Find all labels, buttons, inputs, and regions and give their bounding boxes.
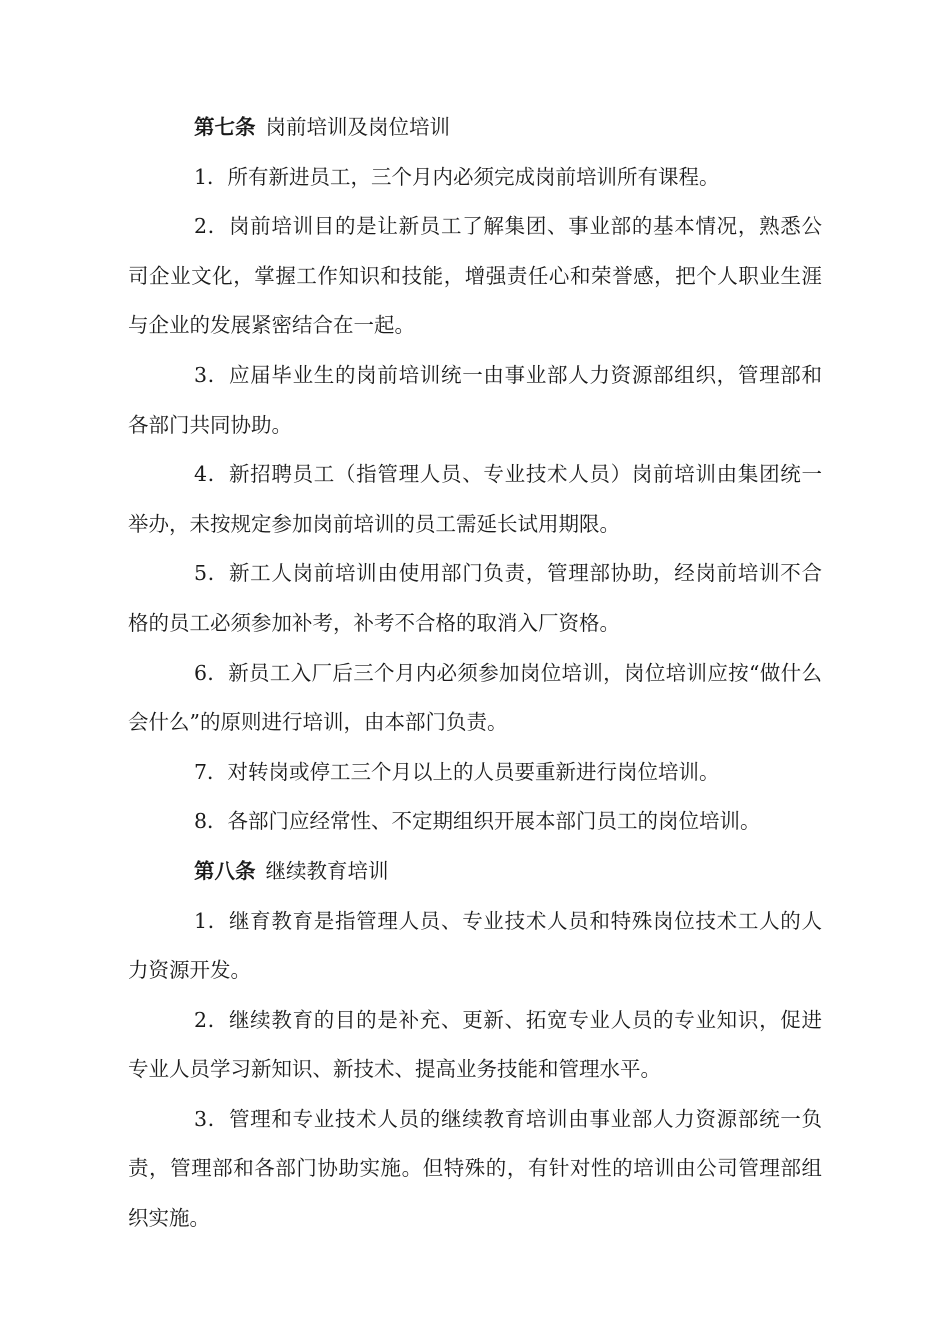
paragraph-item: 2．岗前培训目的是让新员工了解集团、事业部的基本情况，熟悉公司企业文化，掌握工作知识和技能，增强责任心和荣誉感，把个人职业生涯与企业的发展紧密结合在一起。	[128, 214, 822, 338]
section-heading-7	[128, 103, 822, 153]
section-heading-8	[128, 847, 822, 897]
paragraph-item: 1．继育教育是指管理人员、专业技术人员和特殊岗位技术工人的人力资源开发。	[128, 908, 822, 983]
paragraph-item: 3．应届毕业生的岗前培训统一由事业部人力资源部组织，管理部和各部门共同协助。	[128, 362, 822, 437]
section-title: 岗前培训及岗位培训	[265, 115, 450, 139]
section-number: 第七条	[194, 115, 256, 139]
paragraph-item: 5．新工人岗前培训由使用部门负责，管理部协助，经岗前培训不合格的员工必须参加补考，补考不合格的取消入厂资格。	[128, 561, 822, 635]
document-body	[128, 103, 822, 1244]
paragraph-item: 3．管理和专业技术人员的继续教育培训由事业部人力资源部统一负责，管理部和各部门协助实施。但特殊的，有针对性的培训由公司管理部组织实施。	[128, 1106, 822, 1231]
paragraph-item: 4．新招聘员工（指管理人员、专业技术人员）岗前培训由集团统一举办，未按规定参加岗前培训的员工需延长试用期限。	[128, 462, 822, 536]
paragraph-item: 2．继续教育的目的是补充、更新、拓宽专业人员的专业知识，促进专业人员学习新知识、新技术、提高业务技能和管理水平。	[128, 1007, 822, 1082]
section-number: 第八条	[194, 858, 256, 883]
paragraph-item: 6．新员工入厂后三个月内必须参加岗位培训，岗位培训应按“做什么会什么”的原则进行培训，由本部门负责。	[128, 660, 822, 735]
paragraph-item: 8．各部门应经常性、不定期组织开展本部门员工的岗位培训。	[194, 809, 761, 834]
section-title: 继续教育培训	[265, 858, 389, 883]
paragraph-item: 1．所有新进员工，三个月内必须完成岗前培训所有课程。	[194, 164, 720, 189]
paragraph-item: 7．对转岗或停工三个月以上的人员要重新进行岗位培训。	[194, 759, 720, 784]
